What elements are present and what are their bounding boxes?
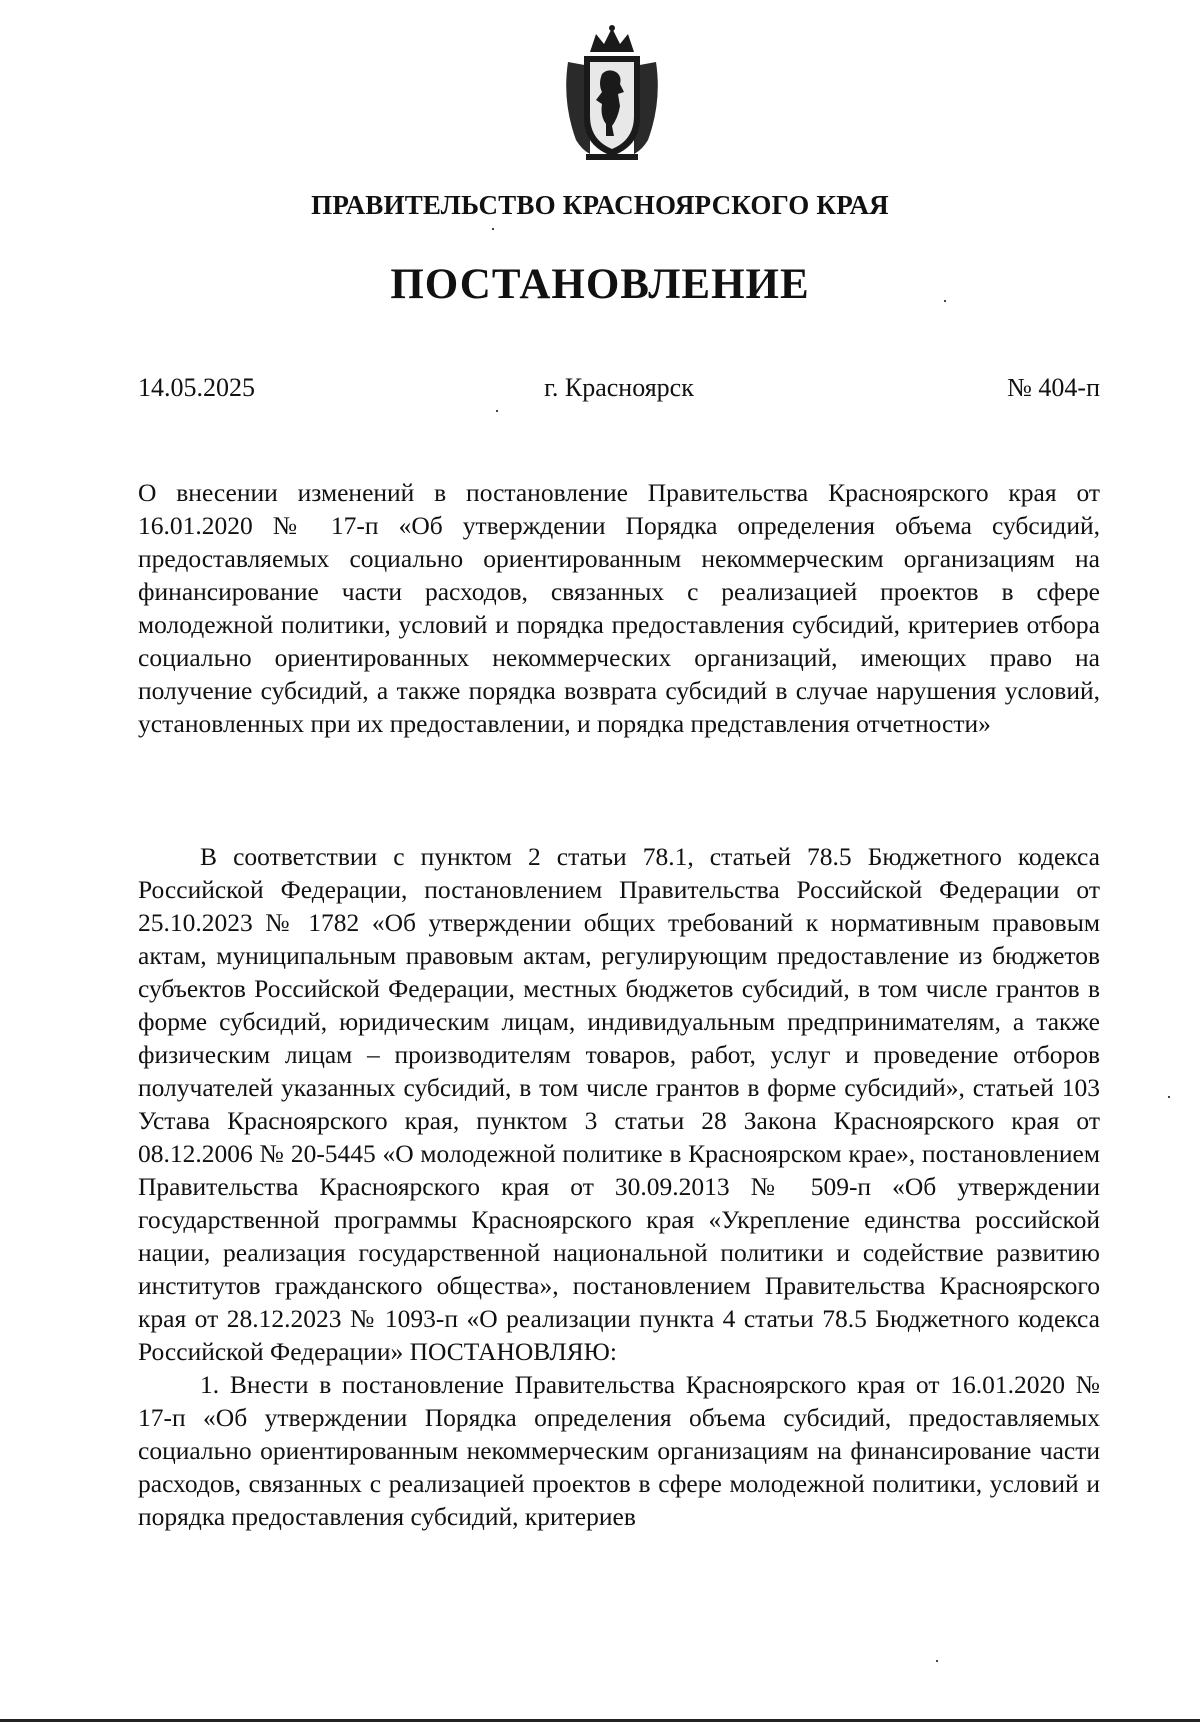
document-date: 14.05.2025 bbox=[138, 373, 255, 402]
document-city: г. Красноярск bbox=[544, 373, 694, 402]
scan-speck bbox=[492, 228, 494, 230]
document-body bbox=[138, 840, 1100, 1533]
item-1-paragraph: 1. Внести в постановление Правительства Красноярского края от 16.01.2020 № 17-п «Об утверждении Порядка определения объема субсидий, предоставляемых социально ориентированным некоммерческим организациям на финансирование части расходов, связанных с реализацией проектов в сфере молодежной политики, условий и порядка предоставления субсидий, критериев bbox=[138, 1370, 1100, 1531]
government-title: ПРАВИТЕЛЬСТВО КРАСНОЯРСКОГО КРАЯ bbox=[311, 190, 889, 220]
document-subject: О внесении изменений в постановление Правительства Красноярского края от 16.01.2020 № 17-п «Об утверждении Порядка определения объема субсидий, предоставляемых социально ориентированным некоммерческим организациям на финансирование части расходов, связанных с реализацией проектов в сфере молодежной политики, условий и порядка предоставления субсидий, критериев отбора социально ориентированных некоммерческих организаций, имеющих право на получение субсидий, а также порядка возврата субсидий в случае нарушения условий, установленных при их предоставлении, и порядка представления отчетности» bbox=[138, 478, 1100, 738]
scan-speck bbox=[496, 410, 498, 412]
document-number: № 404-п bbox=[1007, 373, 1100, 402]
scan-speck bbox=[944, 300, 946, 302]
preamble-paragraph: В соответствии с пунктом 2 статьи 78.1, статьей 78.5 Бюджетного кодекса Российской Федерации, постановлением Правительства Российской Федерации от 25.10.2023 № 1782 «Об утверждении общих требований к нормативным правовым актам, муниципальным правовым актам, регулирующим предоставление из бюджетов субъектов Российской Федерации, местных бюджетов субсидий, в том числе грантов в форме субсидий, юридическим лицам, индивидуальным предпринимателям, а также физическим лицам – производителям товаров, работ, услуг и проведение отборов получателей указанных субсидий, в том числе грантов в форме субсидий», статьей 103 Устава Красноярского края, пунктом 3 статьи 28 Закона Красноярского края от 08.12.2006 № 20-5445 «О молодежной политике в Красноярском крае», постановлением Правительства Красноярского края от 30.09.2013 № 509-п «Об утверждении государственной программы Красноярского края «Укрепление единства российской нации, реализация государственной национальной политики и содействие развитию институтов гражданского общества», постановлением Правительства Красноярского края от 28.12.2023 № 1093-п «О реализации пункта 4 статьи 78.5 Бюджетного кодекса Российской Федерации» ПОСТАНОВЛЯЮ: bbox=[138, 842, 1100, 1366]
document-meta-row bbox=[138, 373, 1100, 407]
scan-speck bbox=[936, 1660, 938, 1662]
document-type-title: ПОСТАНОВЛЕНИЕ bbox=[390, 261, 810, 308]
scan-speck bbox=[1168, 1096, 1170, 1098]
coat-of-arms-icon bbox=[560, 22, 664, 162]
